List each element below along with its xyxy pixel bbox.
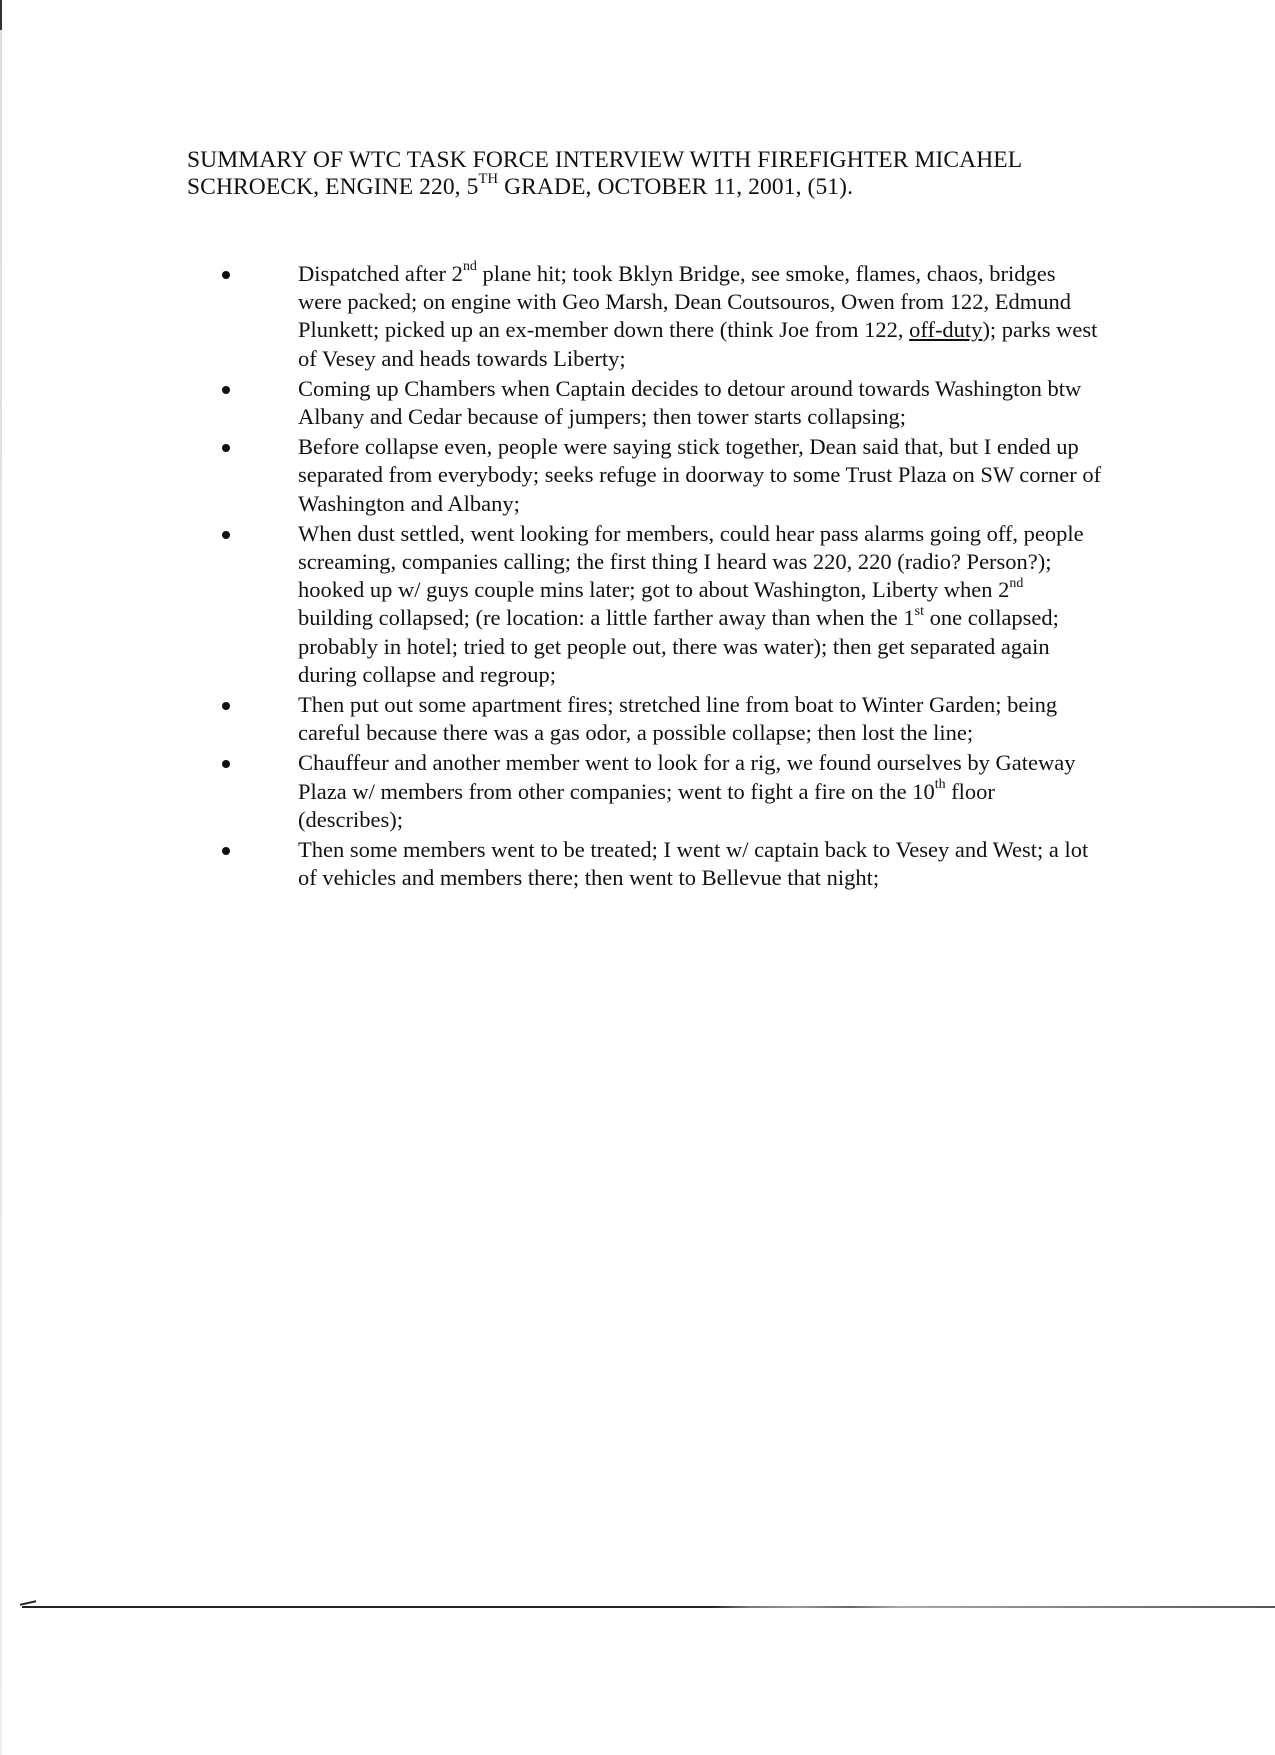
bullet-dot-icon [222,444,230,452]
bullet-dot-icon [222,386,230,394]
underlined-text: off-duty [909,317,983,343]
bullet-item-4: When dust settled, went looking for members, could hear pass alarms going off, people screaming, companies calling; the first thing I heard was 220, 220 (radio? Person?); hooked up w/ guys couple mins later; got to about Washington, Liberty when 2nd building collapsed; (re location: a little farther away than when the 1st one collapsed; probably in hotel; tried to get people out, there was water); then get separated again during collapse and regroup; [222,520,1102,689]
title-line-2: SCHROECK, ENGINE 220, 5TH GRADE, OCTOBER 11, 2001, (51). [187,171,854,200]
bullet-item-7: Then some members went to be treated; I went w/ captain back to Vesey and West; a lot of vehicles and members there; then went to Bellevue that night; [222,836,1102,892]
document-title [187,147,1107,201]
bullet-dot-icon [222,847,230,855]
bullet-item-2: Coming up Chambers when Captain decides to detour around towards Washington btw Albany and Cedar because of jumpers; then tower starts collapsing; [222,375,1102,431]
bullet-dot-icon [222,760,230,768]
bullet-dot-icon [222,531,230,539]
bullet-dot-icon [222,271,230,279]
title-line-1: SUMMARY OF WTC TASK FORCE INTERVIEW WITH FIREFIGHTER MICAHEL [187,147,1023,173]
scan-edge [0,0,2,1755]
bottom-rule-divider [22,1606,1275,1608]
bullet-item-1: Dispatched after 2nd plane hit; took Bklyn Bridge, see smoke, flames, chaos, bridges were packed; on engine with Geo Marsh, Dean Coutsouros, Owen from 122, Edmund Plunkett; picked up an ex-member down there (think Joe from 122, off-duty); parks west of Vesey and heads towards Liberty; [222,260,1102,373]
rule-tick-mark [20,1600,36,1609]
bullet-dot-icon [222,702,230,710]
bullet-item-6: Chauffeur and another member went to look for a rig, we found ourselves by Gateway Plaza w/ members from other companies; went to fight a fire on the 10th floor (describes); [222,749,1102,834]
interview-bullet-list [222,260,1102,894]
bullet-item-3: Before collapse even, people were saying stick together, Dean said that, but I ended up separated from everybody; seeks refuge in doorway to some Trust Plaza on SW corner of Washington and Albany; [222,433,1102,518]
bullet-item-5: Then put out some apartment fires; stretched line from boat to Winter Garden; being careful because there was a gas odor, a possible collapse; then lost the line; [222,691,1102,747]
